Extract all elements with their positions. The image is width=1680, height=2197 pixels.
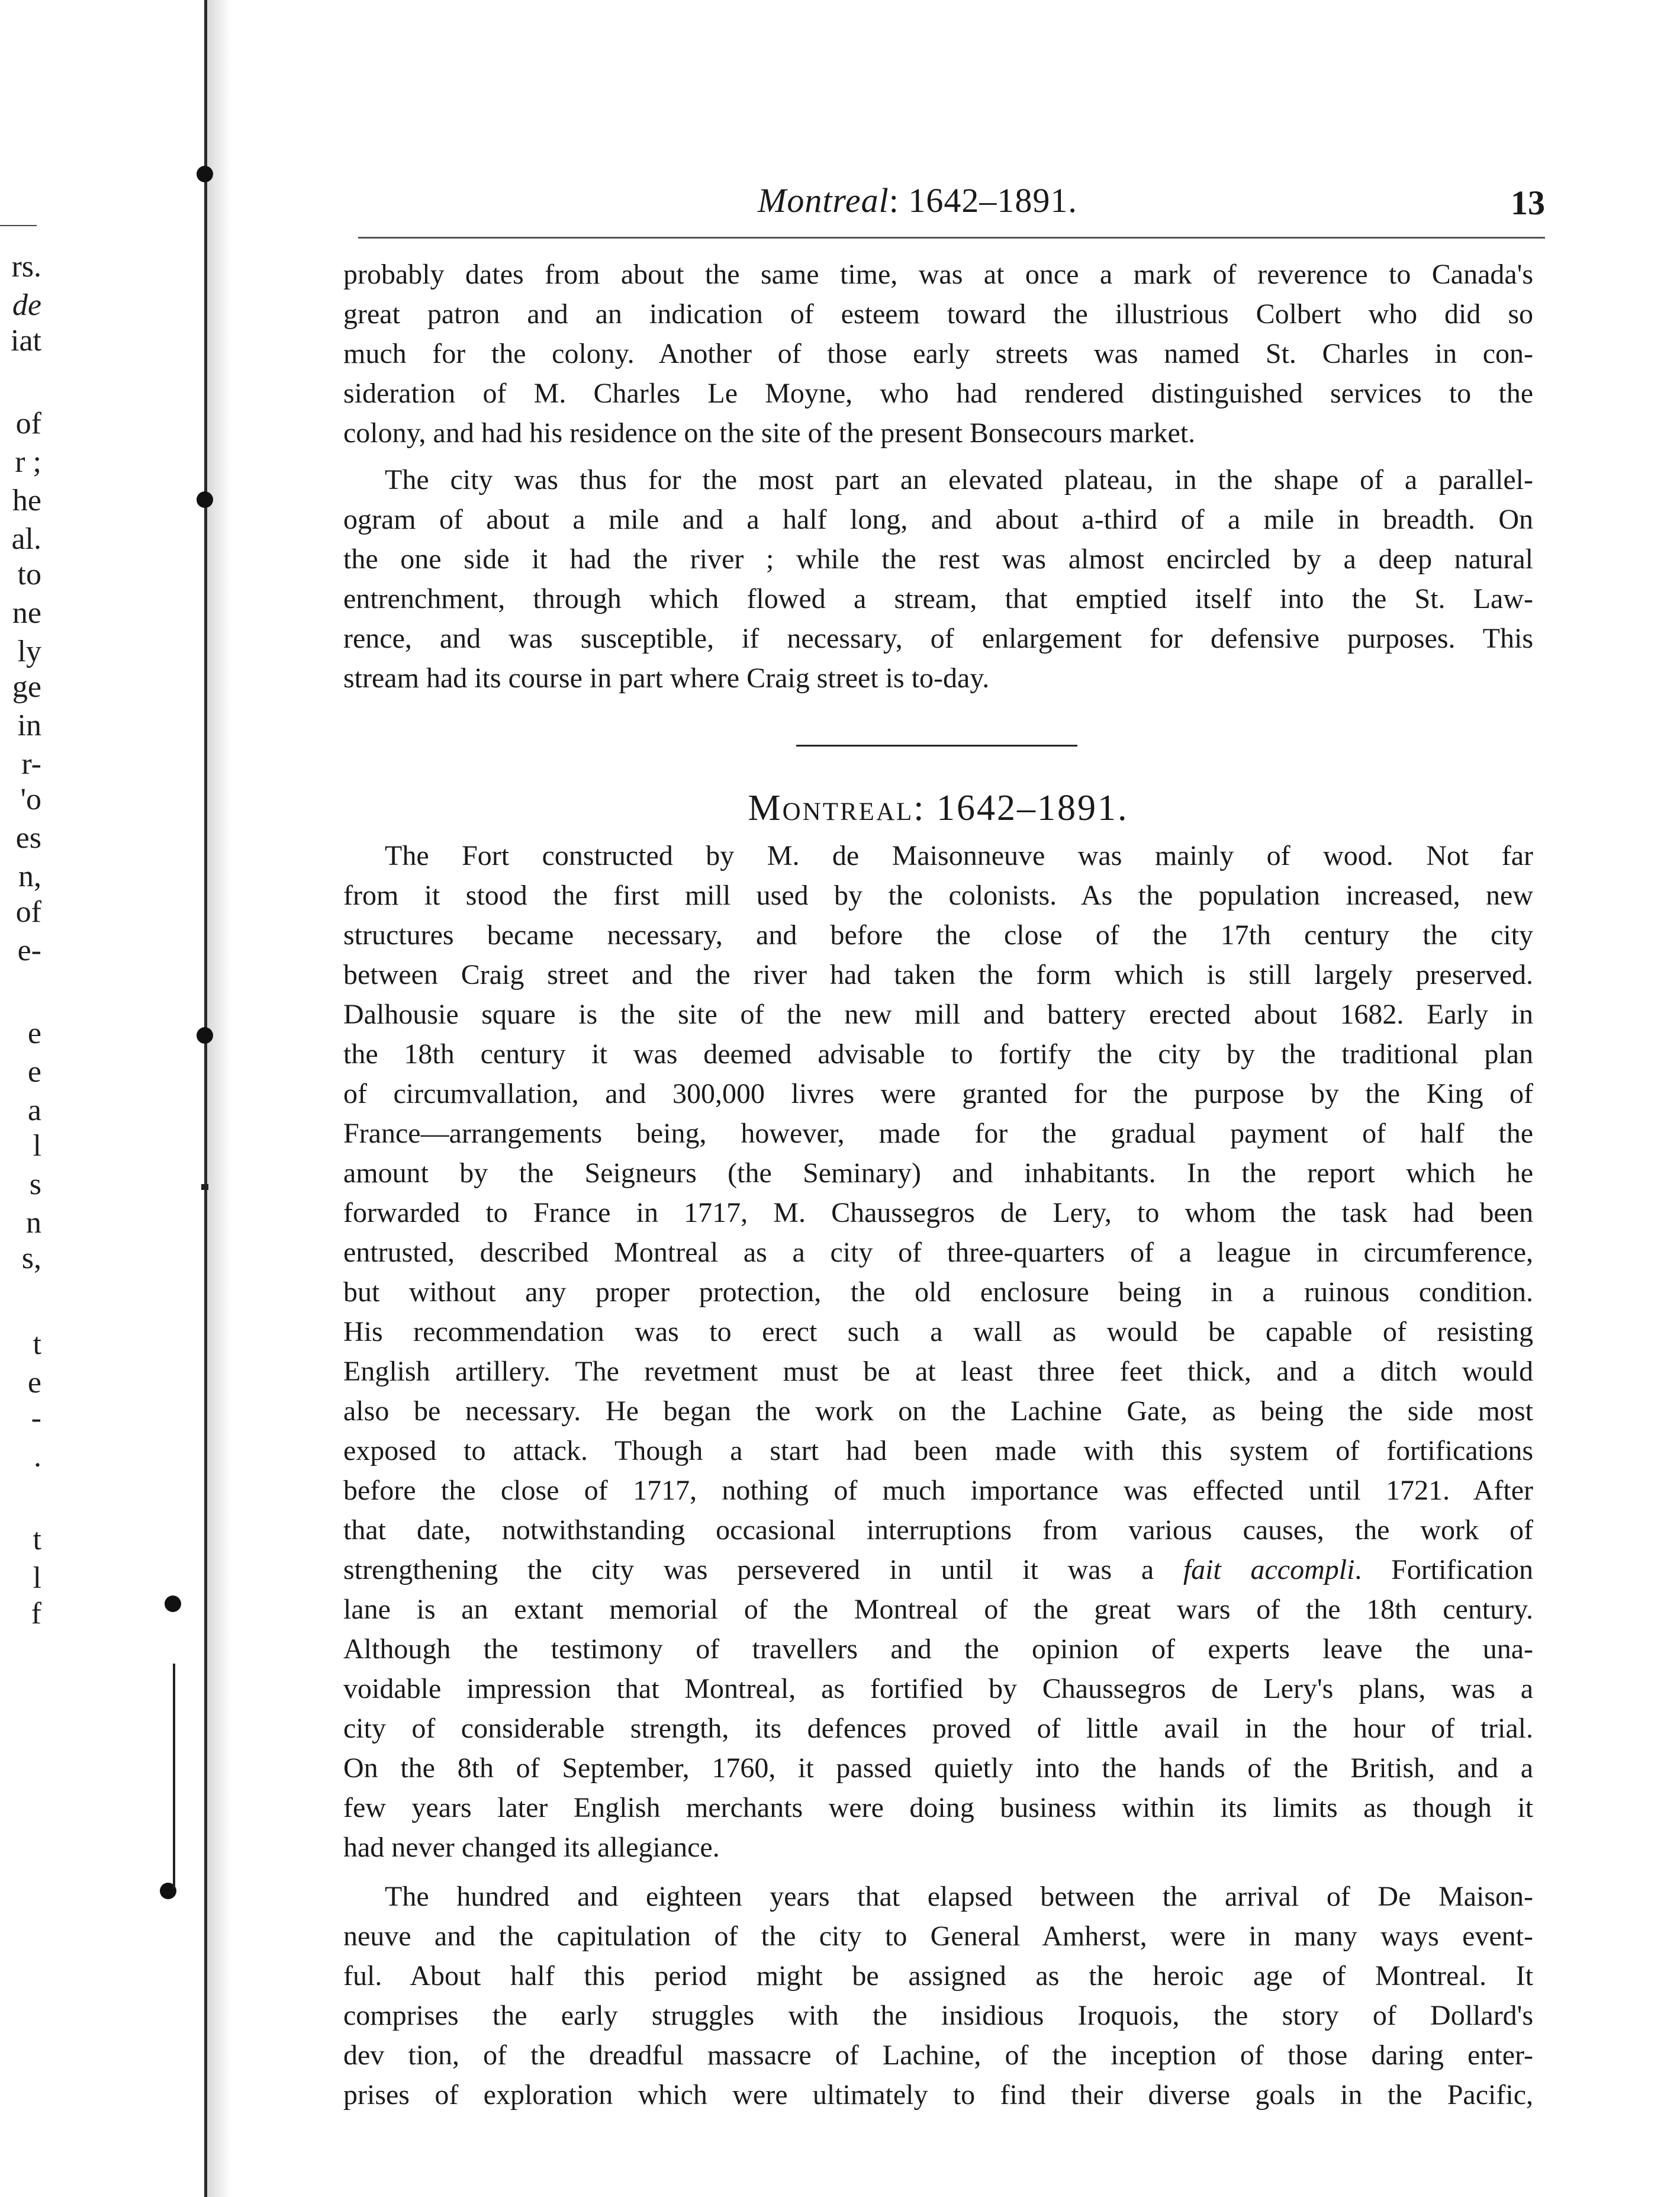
text-line: but without any proper protection, the old enclosure being in a ruinous condition. — [343, 1276, 1533, 1308]
facing-page-fragment: e — [27, 1055, 41, 1089]
header-rule — [358, 237, 1545, 239]
facing-page-fragment: es — [15, 821, 41, 855]
text-line: The hundred and eighteen years that elapsed between the arrival of De Maison- — [385, 1881, 1533, 1912]
section-heading: Montreal: 1642–1891. — [748, 788, 1129, 828]
text-line: rence, and was susceptible, if necessary, of enlargement for defensive purposes. This — [343, 623, 1533, 654]
facing-page-fragment: ge — [12, 670, 41, 704]
text-line: entrenchment, through which flowed a stream, that emptied itself into the St. Law- — [343, 583, 1533, 615]
facing-page-fragment: de — [12, 288, 41, 322]
facing-page-fragment: r ; — [15, 445, 41, 479]
binding-speck — [201, 1184, 208, 1190]
text-line: between Craig street and the river had taken the form which is still largely preserved. — [343, 959, 1533, 990]
binding-stitch-mark — [197, 491, 213, 508]
text-line: voidable impression that Montreal, as fortified by Chaussegros de Lery's plans, was a — [343, 1673, 1533, 1704]
text-line: The city was thus for the most part an elevated plateau, in the shape of a parallel- — [385, 464, 1533, 496]
facing-page-fragment: he — [12, 484, 41, 517]
text-line: strengthening the city was persevered in until it was a fait accompli. Fortification — [343, 1554, 1534, 1585]
facing-page-fragment: 'o — [20, 783, 41, 816]
text-line: dev tion, of the dreadful massacre of Lachine, of the inception of those daring enter- — [343, 2040, 1533, 2071]
binding-thread — [173, 1664, 175, 1889]
paragraph-continuation — [343, 255, 1533, 453]
text-line: comprises the early struggles with the insidious Iroquois, the story of Dollard's — [343, 2000, 1533, 2031]
facing-page-fragment: s, — [21, 1241, 41, 1275]
running-title-italic: Montreal — [758, 181, 889, 220]
text-line: had never changed its allegiance. — [343, 1832, 720, 1863]
text-line: city of considerable strength, its defences proved of little avail in the hour of trial. — [343, 1713, 1533, 1744]
binding-gutter-line — [204, 0, 207, 2197]
text-line: few years later English merchants were doing business within its limits as though it — [343, 1792, 1533, 1823]
facing-page-fragment: ly — [17, 635, 41, 668]
facing-page-fragment: a — [27, 1093, 41, 1127]
text-line: Although the testimony of travellers and the opinion of experts leave the una- — [343, 1633, 1533, 1665]
text-line: ful. About half this period might be assigned as the heroic age of Montreal. It — [343, 1960, 1533, 1992]
text-line: amount by the Seigneurs (the Seminary) and inhabitants. In the report which he — [343, 1157, 1533, 1189]
facing-page-fragment: - — [31, 1401, 41, 1435]
facing-page-rule — [0, 225, 37, 226]
text-line: that date, notwithstanding occasional interruptions from various causes, the work of — [343, 1514, 1533, 1546]
page-number: 13 — [1511, 184, 1545, 222]
facing-page-fragment: e- — [17, 934, 41, 967]
facing-page-fragment: of — [15, 895, 41, 929]
paragraph-plateau — [343, 460, 1533, 698]
facing-page-fragment: ne — [12, 596, 41, 630]
paragraph-fort — [343, 836, 1533, 1867]
text-line: prises of exploration which were ultimately to find their diverse goals in the Pacific, — [343, 2079, 1533, 2111]
facing-page-fragment: in — [17, 709, 41, 742]
text-line: much for the colony. Another of those early streets was named St. Charles in con- — [343, 338, 1533, 369]
facing-page-fragment: s — [29, 1167, 41, 1201]
text-line: probably dates from about the same time, was at once a mark of reverence to Canada's — [343, 259, 1533, 290]
text-line: The Fort constructed by M. de Maisonneuve was mainly of wood. Not far — [385, 840, 1533, 871]
facing-page-fragment: f — [31, 1597, 41, 1630]
text-line: of circumvallation, and 300,000 livres were granted for the purpose by the King of — [343, 1078, 1533, 1109]
facing-page-fragment: to — [17, 558, 41, 591]
text-line: ogram of about a mile and a half long, and about a-third of a mile in breadth. On — [343, 504, 1533, 535]
binding-stitch-mark — [197, 1027, 213, 1044]
running-title — [758, 181, 1077, 220]
facing-page-fragment: n — [26, 1206, 41, 1240]
text-line: great patron and an indication of esteem toward the illustrious Colbert who did so — [343, 298, 1533, 330]
text-line: His recommendation was to erect such a wall as would be capable of resisting — [343, 1316, 1533, 1347]
running-head — [355, 181, 1545, 228]
running-title-dates: : 1642–1891. — [889, 181, 1077, 220]
binding-stitch-mark — [197, 166, 213, 182]
text-line: English artillery. The revetment must be at least three feet thick, and a ditch would — [343, 1356, 1533, 1387]
text-line: On the 8th of September, 1760, it passed quietly into the hands of the British, and a — [343, 1752, 1533, 1784]
section-divider-rule — [796, 745, 1077, 747]
text-line: the one side it had the river ; while the rest was almost encircled by a deep natural — [343, 543, 1533, 575]
paragraph-hundred-eighteen — [343, 1877, 1533, 2115]
facing-page-fragment: . — [34, 1440, 41, 1474]
text-line: the 18th century it was deemed advisable to fortify the city by the traditional plan — [343, 1038, 1533, 1070]
text-line: colony, and had his residence on the site of the present Bonsecours market. — [343, 417, 1196, 449]
binding-stitch-mark — [165, 1596, 181, 1612]
text-line: before the close of 1717, nothing of much importance was effected until 1721. After — [343, 1475, 1533, 1506]
facing-page-fragment: l — [33, 1561, 41, 1595]
facing-page-fragment: t — [33, 1327, 41, 1361]
facing-page-fragment: rs. — [11, 250, 41, 284]
text-line: stream had its course in part where Craig street is to-day. — [343, 662, 990, 694]
text-line: forwarded to France in 1717, M. Chaussegros de Lery, to whom the task had been — [343, 1197, 1533, 1228]
text-line: neuve and the capitulation of the city to General Amherst, were in many ways event- — [343, 1921, 1533, 1952]
gutter-shade — [207, 0, 231, 2197]
text-line: also be necessary. He began the work on the Lachine Gate, as being the side most — [343, 1395, 1533, 1427]
facing-page-strip — [0, 0, 213, 2197]
facing-page-fragment: of — [15, 407, 41, 440]
facing-page-fragment: e — [27, 1366, 41, 1400]
text-line: structures became necessary, and before the close of the 17th century the city — [343, 919, 1533, 951]
facing-page-fragment: iat — [11, 324, 41, 358]
facing-page-fragment: n, — [18, 860, 41, 893]
text-line: from it stood the first mill used by the colonists. As the population increased, new — [343, 880, 1533, 911]
italic-phrase: fait accompli — [1183, 1554, 1355, 1585]
text-line: lane is an extant memorial of the Montreal of the great wars of the 18th century. — [343, 1594, 1533, 1625]
text-line: entrusted, described Montreal as a city of three-quarters of a league in circumference, — [343, 1237, 1533, 1268]
facing-page-fragment: t — [33, 1523, 41, 1556]
facing-page-fragment: l — [33, 1129, 41, 1163]
text-line: France—arrangements being, however, made for the gradual payment of half the — [343, 1118, 1533, 1149]
text-line: Dalhousie square is the site of the new mill and battery erected about 1682. Early in — [343, 999, 1533, 1030]
text-line: exposed to attack. Though a start had been made with this system of fortifications — [343, 1435, 1533, 1466]
facing-page-fragment: al. — [11, 522, 41, 556]
text-line: sideration of M. Charles Le Moyne, who had rendered distinguished services to the — [343, 378, 1533, 409]
facing-page-fragment: e — [27, 1017, 41, 1050]
facing-page-fragment: r- — [21, 747, 41, 781]
